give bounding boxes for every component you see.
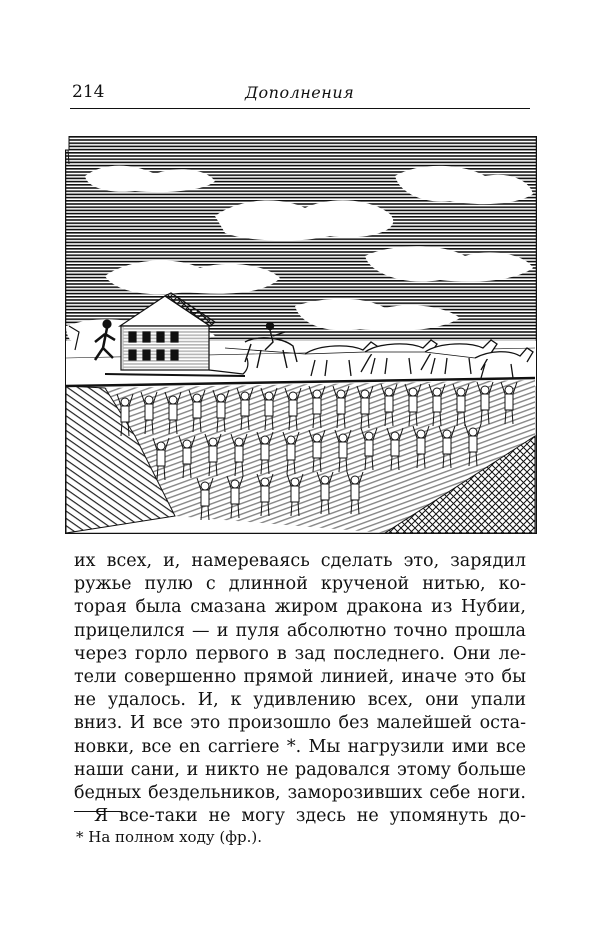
page-number: 214: [72, 82, 105, 102]
text-line: через горло первого в зад последнего. Они ле-: [74, 643, 526, 664]
text-line: Я все-таки не могу здесь не упомянуть до-: [94, 806, 526, 827]
body-text: [74, 550, 526, 828]
footnote: * На полном ходу (фр.).: [76, 828, 262, 846]
text-line: торая была смазана жиром дракона из Нубии,: [74, 597, 526, 618]
text-line: прицелился — и пуля абсолютно точно прошла: [74, 620, 526, 641]
footnote-rule: [74, 811, 122, 812]
text-line: вниз. И все это произошло без малейшей оста-: [74, 713, 526, 734]
text-line: ружье пулю с длинной крученой нитью, ко-: [74, 574, 526, 595]
text-line: бедных бездельников, заморозивших себе ноги.: [74, 783, 526, 804]
engraving-illustration: [65, 136, 537, 534]
text-line: наши сани, и никто не радовался этому больше: [74, 759, 526, 780]
text-line: не удалось. И, к удивлению всех, они упали: [74, 690, 526, 711]
text-line: их всех, и, намереваясь сделать это, зарядил: [74, 551, 526, 571]
running-head: Дополнения: [245, 83, 355, 102]
header-rule: [70, 108, 530, 109]
text-line: новки, все en carriere *. Мы нагрузили ими все: [74, 736, 526, 757]
text-line: тели совершенно прямой линией, иначе это бы: [74, 667, 526, 688]
